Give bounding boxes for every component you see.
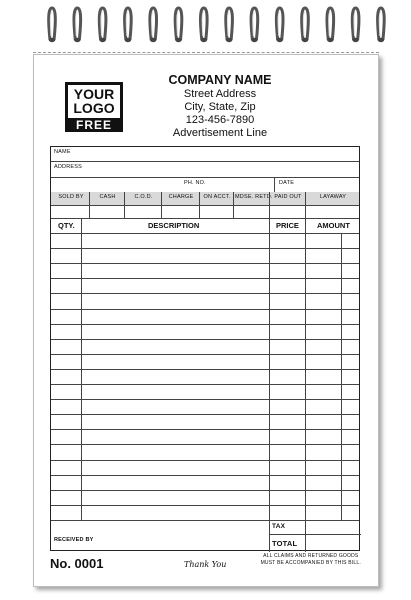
item-row-line — [51, 278, 359, 279]
logo-text-line2: LOGO — [73, 100, 115, 116]
item-row-line — [51, 399, 359, 400]
item-row-line — [51, 475, 359, 476]
total-label: TOTAL — [272, 539, 298, 548]
item-row-line — [51, 429, 359, 430]
binding-coil — [251, 8, 258, 42]
item-row-line — [51, 444, 359, 445]
item-row-line — [51, 414, 359, 415]
payment-option-label: CASH — [99, 194, 116, 200]
payment-option-label: SOLD BY — [58, 194, 84, 200]
company-name: COMPANY NAME — [168, 73, 272, 87]
received-by-label: RECEIVED BY — [54, 537, 94, 543]
receipt-footer — [50, 551, 360, 581]
column-line — [81, 218, 82, 520]
name-label: NAME — [54, 149, 71, 155]
payment-options-row — [51, 192, 359, 218]
tax-total-divider — [269, 534, 361, 535]
payment-row-divider — [51, 205, 359, 206]
phone-number: 123-456-7890 — [185, 114, 255, 126]
item-row-line — [51, 309, 359, 310]
payment-option-label: C.O.D. — [134, 194, 153, 200]
payment-option-label: LAYAWAY — [319, 194, 347, 200]
claims-line-2: MUST BE ACCOMPANIED BY THIS BILL. — [260, 560, 361, 566]
item-row-line — [51, 369, 359, 370]
binding-coil — [49, 8, 56, 42]
column-line — [341, 233, 342, 520]
perforation-line — [33, 52, 379, 53]
street-address: Street Address — [183, 88, 257, 100]
item-row-line — [51, 339, 359, 340]
logo-text-line1: YOUR — [73, 86, 115, 102]
binding-coil — [302, 8, 309, 42]
date-label: DATE — [279, 180, 295, 186]
description-header: DESCRIPTION — [148, 221, 200, 230]
logo-placeholder — [65, 82, 123, 132]
claims-notice — [261, 553, 361, 567]
tax-label: TAX — [272, 523, 286, 530]
column-line — [305, 218, 306, 552]
item-row-line — [51, 263, 359, 264]
column-line — [269, 218, 270, 552]
item-row-line — [51, 490, 359, 491]
logo-free-badge: FREE — [65, 118, 123, 132]
item-row-line — [51, 324, 359, 325]
binding-coil — [378, 8, 385, 42]
binding-coil — [327, 8, 334, 42]
item-row-line — [51, 384, 359, 385]
item-row-line — [51, 293, 359, 294]
binding-coil — [99, 8, 106, 42]
phone-label: PH. NO. — [184, 180, 206, 186]
amount-header: AMOUNT — [317, 221, 350, 230]
payment-option-label: MDSE. RETD. — [235, 194, 273, 200]
payment-option-label: CHARGE — [168, 194, 194, 200]
binding-coil — [200, 8, 207, 42]
spiral-binding — [0, 0, 411, 52]
binding-coil — [175, 8, 182, 42]
advertisement-line: Advertisement Line — [172, 127, 268, 139]
item-row-line — [51, 505, 359, 506]
qty-header: QTY. — [58, 221, 75, 230]
price-header: PRICE — [276, 221, 299, 230]
claims-line-1: ALL CLAIMS AND RETURNED GOODS — [263, 553, 359, 559]
received-by-divider — [51, 520, 359, 521]
binding-coil — [150, 8, 157, 42]
company-block — [130, 74, 310, 140]
binding-coil — [226, 8, 233, 42]
binding-coil — [74, 8, 81, 42]
payment-option-label: ON ACCT. — [203, 194, 231, 200]
receipt-number: No. 0001 — [50, 556, 104, 571]
item-row-line — [51, 460, 359, 461]
address-label: ADDRESS — [54, 164, 82, 170]
binding-coil — [276, 8, 283, 42]
city-state-zip: City, State, Zip — [184, 101, 256, 113]
thank-you-text: Thank You — [184, 560, 227, 569]
binding-coil — [352, 8, 359, 42]
item-row-line — [51, 354, 359, 355]
form-grid — [50, 146, 360, 551]
payment-option-label: PAID OUT — [274, 194, 302, 200]
binding-coil — [125, 8, 132, 42]
line-items-table — [51, 233, 359, 520]
item-row-line — [51, 248, 359, 249]
